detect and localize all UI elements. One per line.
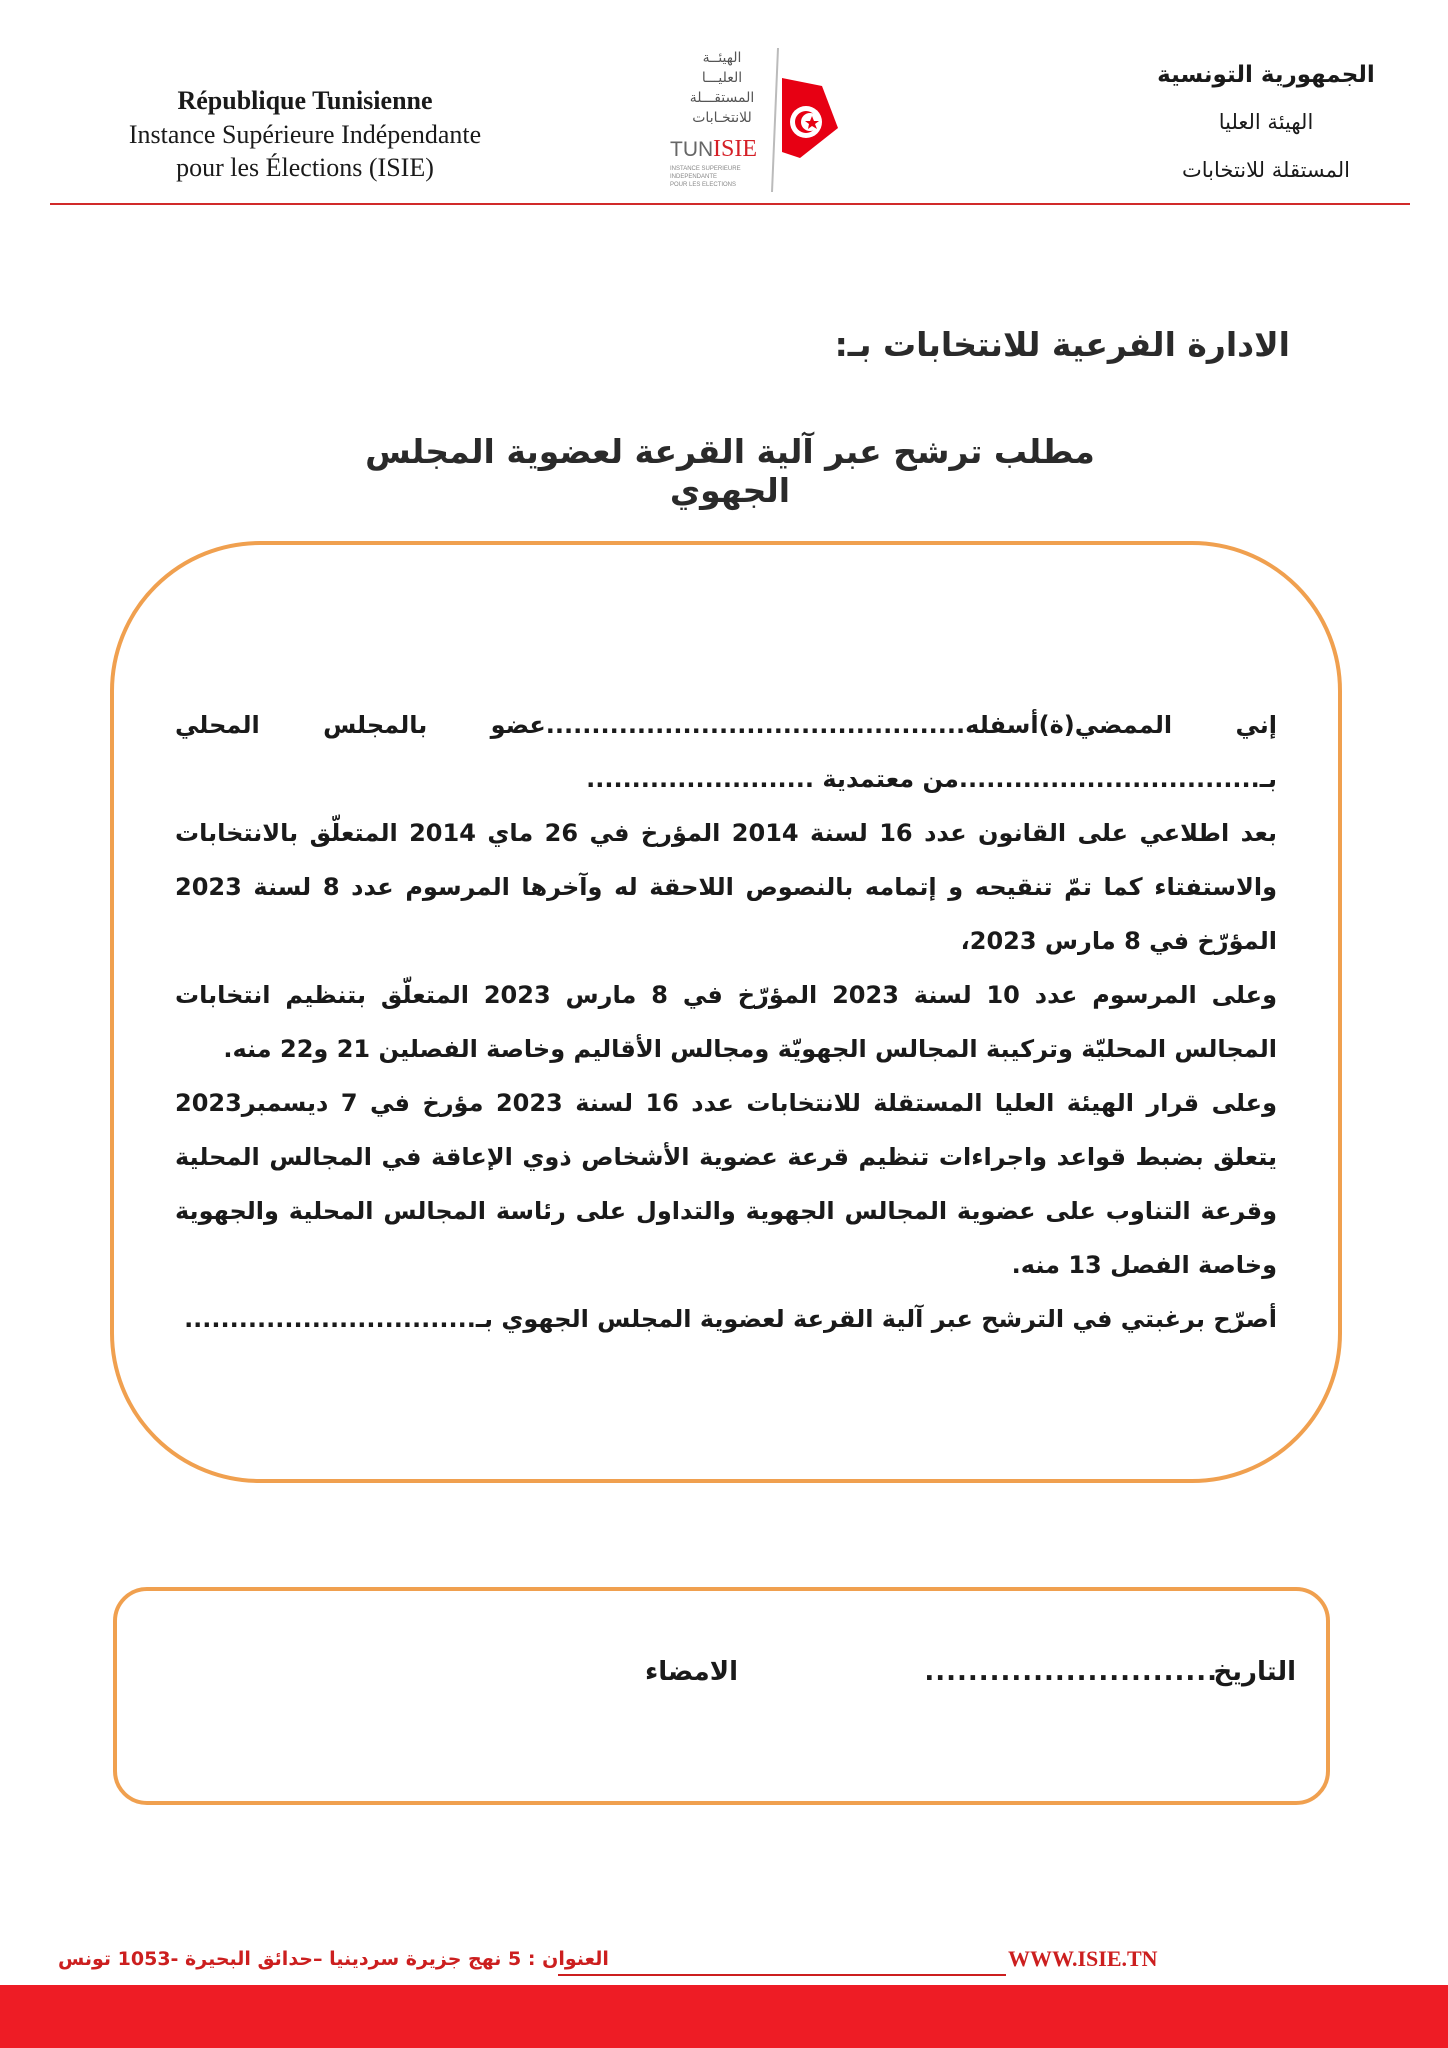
logo-sub2: INDEPENDANTE [670,174,718,180]
logo-sub3: POUR LES ELECTIONS [670,182,737,188]
ar-authority-label: الهيئة العليا [1218,110,1314,134]
header-divider [50,203,1410,205]
arabic-header [1136,52,1396,194]
declaration-field[interactable]: أصرّح برغبتي في الترشح عبر آلية القرعة لعضوية المجلس الجهوي بـ................................ [184,1305,1277,1333]
word-3: بالمجلس [323,711,428,739]
signature-box [113,1587,1330,1805]
footer-website-link[interactable]: WWW.ISIE.TN [1008,1946,1158,1971]
logo-ar-line4: للانتخـابات [692,110,752,126]
decree-paragraph: وعلى المرسوم عدد 10 لسنة 2023 المؤرّخ في 8 مارس 2023 المتعلّق بتنظيم انتخابات المجالس المحليّة وتركيبة المجالس الجهويّة ومجالس الأقاليم وخاصة الفصلين 21 و22 منه. [175,981,1277,1063]
footer-red-bar [0,1985,1448,2048]
date-label: التاريخ [1213,1657,1296,1687]
form-title: مطلب ترشح عبر آلية القرعة لعضوية المجلس الجهوي [365,432,1095,510]
signature-label: الامضاء [645,1657,739,1687]
fr-instance-label: Instance Supérieure Indépendante [128,120,482,149]
french-header [95,84,515,184]
isie-logo [660,40,860,200]
law-paragraph: بعد اطلاعي على القانون عدد 16 لسنة 2014 المؤرخ في 26 ماي 2014 المتعلّق بالانتخابات والاستفتاء كما تمّ تنقيحه و إتمامه بالنصوص اللاحقة له وآخرها المرسوم عدد 8 لسنة 2023 المؤرّخ في 8 مارس 2023، [175,819,1278,955]
delegation-field[interactable]: بـ.................................من معتمدية ......................... [586,765,1277,793]
office-title: الادارة الفرعية للانتخابات بـ: [834,325,1290,364]
logo-tun-text: TUN [670,138,714,161]
logo-ar-line2: العليـــا [701,70,743,86]
date-field[interactable]: ........................... [924,1657,1218,1687]
word-1: إني [1235,711,1277,739]
ar-republic-label: الجمهورية التونسية [1157,62,1375,88]
logo-isie-text: ISIE [713,136,757,162]
form-body [175,698,1277,1346]
fr-republic-label: République Tunisienne [177,86,433,115]
declarant-name-field[interactable]: الممضي(ة)أسفله..............................................عضو [490,711,1173,739]
declarant-line [175,698,1277,752]
ar-independent-label: المستقلة للانتخابات [1181,158,1351,182]
footer-address: العنوان : 5 نهج جزيرة سردينيا –حدائق البحيرة -1053 تونس [58,1948,609,1970]
fr-elections-label: pour les Élections (ISIE) [176,153,434,182]
word-4: المحلي [175,711,260,739]
tunisian-flag-icon [782,78,838,158]
decision-paragraph: وعلى قرار الهيئة العليا المستقلة للانتخابات عدد 16 لسنة 2023 مؤرخ في 7 ديسمبر2023 يتعلق بضبط قواعد واجراءات تنظيم قرعة عضوية الأشخاص ذوي الإعاقة في المجالس المحلية وقرعة التناوب على عضوية المجالس الجهوية والتداول على رئاسة المجالس المحلية والجهوية وخاصة الفصل 13 منه. [175,1089,1277,1279]
logo-sub1: INSTANCE SUPERIEURE [670,166,741,172]
footer-divider [558,1974,1006,1976]
logo-ar-line3: المستقـــلة [689,90,755,106]
logo-ar-line1: الهيئــة [702,50,742,66]
